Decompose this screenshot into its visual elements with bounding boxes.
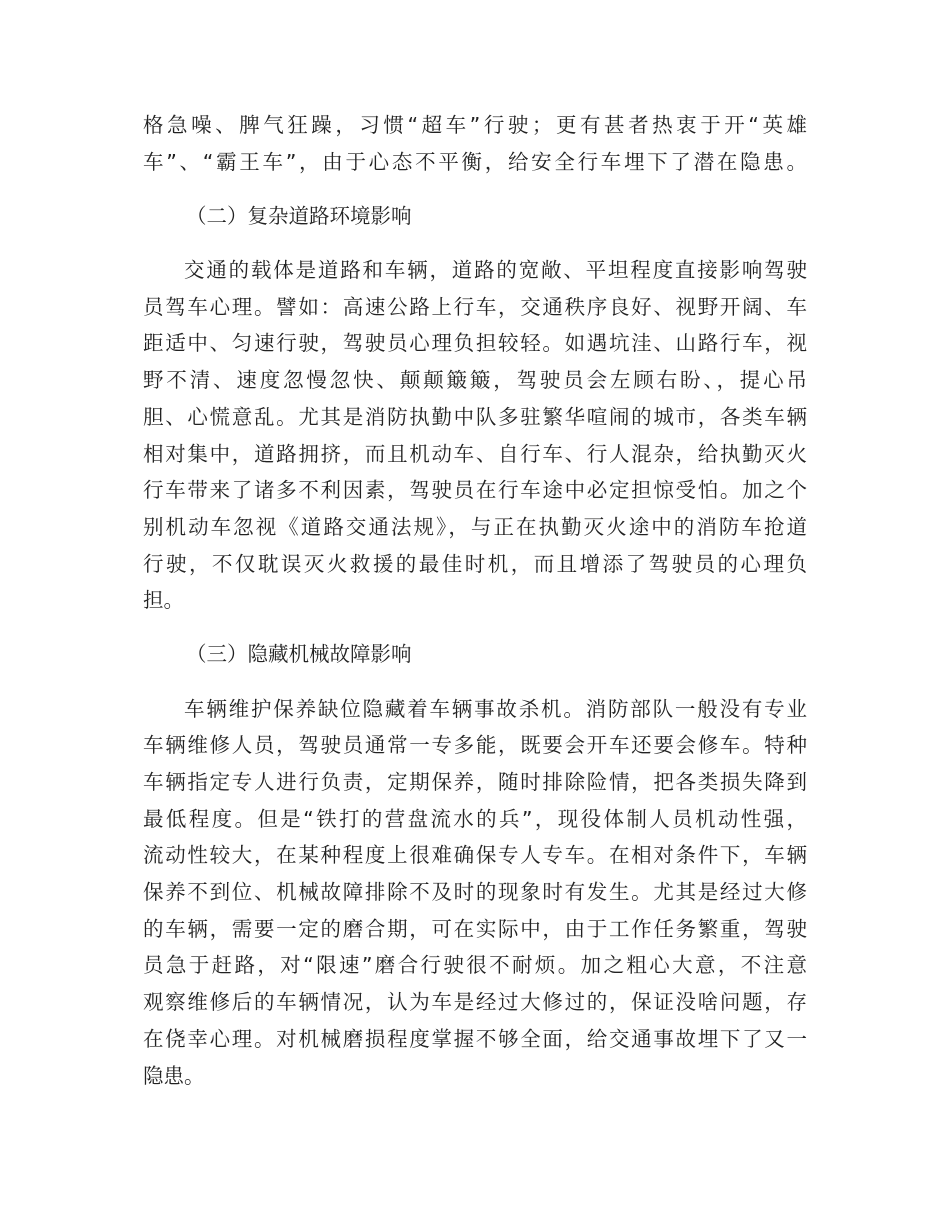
text-line: 车辆维护保养缺位隐藏着车辆事故杀机。消防部队一般没有专业 [184, 696, 807, 721]
text-line: 格急噪、脾气狂躁，习惯“超车”行驶；更有甚者热衷于开“英雄 [143, 113, 807, 137]
text-line: 车”、“霸王车”，由于心态不平衡，给安全行车埋下了潜在隐患。 [143, 149, 807, 174]
text-line: 行车带来了诸多不利因素，驾驶员在行车途中必定担惊受怕。加之个 [143, 478, 807, 503]
document-body [143, 107, 807, 1094]
text-line: 流动性较大，在某种程度上很难确保专人专车。在相对条件下，车辆 [143, 843, 807, 868]
paragraph-driver-temperament [143, 107, 807, 180]
text-line: 距适中、匀速行驶，驾驶员心理负担较轻。如遇坑洼、山路行车，视 [143, 331, 807, 356]
text-line: 担。 [143, 588, 184, 613]
text-line: 车辆指定专人进行负责，定期保养，随时排除险情，把各类损失降到 [143, 770, 807, 794]
section-heading-mechanical-faults: （三）隐藏机械故障影响 [186, 642, 412, 667]
text-line: 在侥幸心理。对机械磨损程度掌握不够全面，给交通事故埋下了又一 [143, 1026, 807, 1051]
text-line: 别机动车忽视《道路交通法规》，与正在执勤灭火途中的消防车抢道 [143, 514, 807, 539]
text-line: 行驶，不仅耽误灭火救援的最佳时机，而且增添了驾驶员的心理负 [143, 551, 807, 576]
paragraph-road-environment [143, 252, 807, 619]
text-line: 员急于赶路，对“限速”磨合行驶很不耐烦。加之粗心大意，不注意 [143, 953, 807, 978]
text-line: 保养不到位、机械故障排除不及时的现象时有发生。尤其是经过大修 [143, 880, 807, 905]
text-line: 车辆维修人员，驾驶员通常一专多能，既要会开车还要会修车。特种 [143, 733, 807, 758]
text-line: 的车辆，需要一定的磨合期，可在实际中，由于工作任务繁重，驾驶 [143, 916, 807, 941]
text-line: 胆、心慌意乱。尤其是消防执勤中队多驻繁华喧闹的城市，各类车辆 [143, 404, 807, 429]
paragraph-mechanical-faults [143, 691, 807, 1095]
text-line: 交通的载体是道路和车辆，道路的宽敞、平坦程度直接影响驾驶 [184, 258, 807, 283]
section-heading-road-environment: （二）复杂道路环境影响 [186, 203, 412, 228]
text-line: 野不清、速度忽慢忽快、颠颠簸簸，驾驶员会左顾右盼、，提心吊 [143, 368, 807, 393]
text-line: 隐患。 [143, 1063, 205, 1088]
text-line: 员驾车心理。譬如：高速公路上行车，交通秩序良好、视野开阔、车 [143, 294, 807, 319]
text-line: 观察维修后的车辆情况，认为车是经过大修过的，保证没啥问题，存 [143, 990, 807, 1015]
text-line: 最低程度。但是“铁打的营盘流水的兵”，现役体制人员机动性强， [143, 806, 807, 831]
text-line: 相对集中，道路拥挤，而且机动车、自行车、行人混杂，给执勤灭火 [143, 441, 807, 466]
